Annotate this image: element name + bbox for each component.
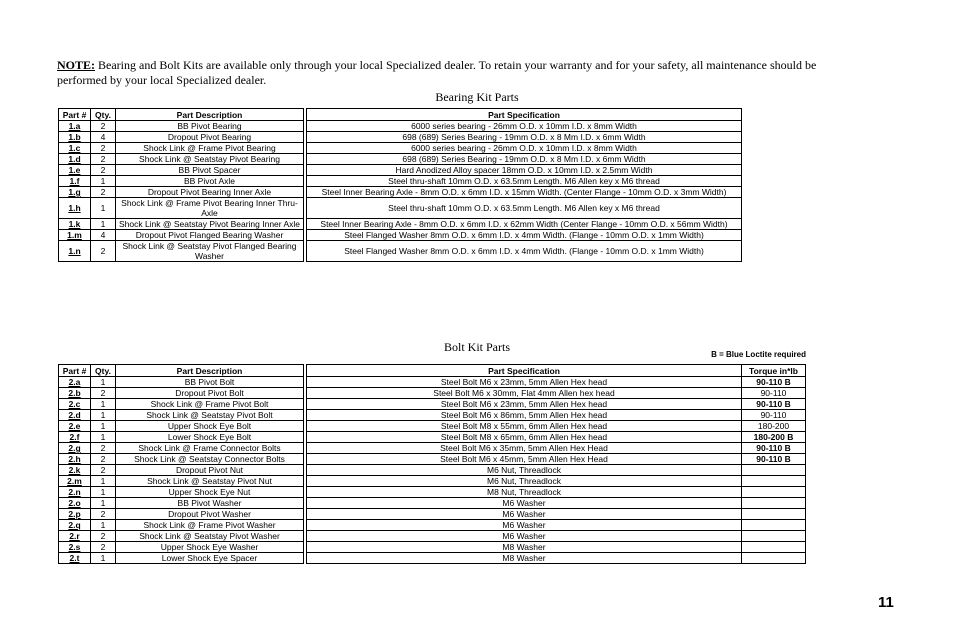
torque-value: 180-200 [742,421,806,432]
bearing-row [59,121,742,132]
part-specification: Steel Bolt M6 x 35mm, 5mm Allen Hex Head [307,443,742,454]
bearing-row [59,187,742,198]
quantity: 4 [91,230,116,241]
torque-value [742,531,806,542]
part-number: 1.m [59,230,91,241]
part-number: 2.r [59,531,91,542]
quantity: 1 [91,498,116,509]
part-description: Shock Link @ Seatstay Pivot Bolt [116,410,304,421]
part-specification: 6000 series bearing - 26mm O.D. x 10mm I.D. x 8mm Width [307,143,742,154]
bearing-row [59,230,742,241]
bolt-row [59,509,806,520]
bolt-row [59,476,806,487]
part-specification: M6 Nut, Threadlock [307,476,742,487]
part-description: Lower Shock Eye Bolt [116,432,304,443]
quantity: 1 [91,410,116,421]
quantity: 2 [91,388,116,399]
quantity: 4 [91,132,116,143]
page-number: 11 [878,594,894,611]
part-description: BB Pivot Bolt [116,377,304,388]
maintenance-note [57,58,817,88]
part-description: Upper Shock Eye Bolt [116,421,304,432]
part-number: 2.b [59,388,91,399]
part-number: 1.a [59,121,91,132]
part-description: Shock Link @ Seatstay Pivot Bearing [116,154,304,165]
part-specification: 698 (689) Series Bearing - 19mm O.D. x 8 Mm I.D. x 6mm Width [307,132,742,143]
part-description: Dropout Pivot Bearing Inner Axle [116,187,304,198]
part-number: 1.e [59,165,91,176]
part-description: Shock Link @ Seatstay Pivot Nut [116,476,304,487]
quantity: 1 [91,520,116,531]
header-part-description: Part Description [116,365,304,377]
part-description: Dropout Pivot Bearing [116,132,304,143]
quantity: 2 [91,121,116,132]
bolt-row [59,443,806,454]
header-part-number: Part # [59,109,91,121]
header-torque: Torque in*lb [742,365,806,377]
part-number: 2.t [59,553,91,564]
part-description: Shock Link @ Seatstay Pivot Bearing Inner Axle [116,219,304,230]
header-part-specification: Part Specification [307,109,742,121]
quantity: 1 [91,553,116,564]
torque-value [742,487,806,498]
quantity: 1 [91,432,116,443]
bearing-row [59,132,742,143]
bearing-header-row [59,109,742,121]
part-number: 2.m [59,476,91,487]
quantity: 1 [91,421,116,432]
part-number: 1.n [59,241,91,262]
torque-value: 90-110 B [742,454,806,465]
bearing-row [59,165,742,176]
bolt-row [59,410,806,421]
bolt-row [59,421,806,432]
part-specification: M6 Washer [307,509,742,520]
quantity: 2 [91,542,116,553]
part-specification: Steel thru-shaft 10mm O.D. x 63.5mm Length. M6 Allen key x M6 thread [307,176,742,187]
bolt-kit-table [58,364,806,564]
part-description: Dropout Pivot Nut [116,465,304,476]
torque-value: 90-110 [742,388,806,399]
part-description: BB Pivot Washer [116,498,304,509]
bolt-row [59,542,806,553]
bearing-row [59,241,742,262]
part-number: 2.f [59,432,91,443]
quantity: 1 [91,377,116,388]
bolt-kit-title: Bolt Kit Parts [443,340,510,354]
bolt-row [59,520,806,531]
part-specification: Steel Bolt M6 x 23mm, 5mm Allen Hex head [307,399,742,410]
torque-value [742,553,806,564]
torque-value: 90-110 B [742,377,806,388]
part-specification: Steel Bolt M6 x 86mm, 5mm Allen Hex head [307,410,742,421]
part-specification: Steel Bolt M8 x 55mm, 6mm Allen Hex head [307,421,742,432]
note-text: Bearing and Bolt Kits are available only through your local Specialized dealer. To retain your warranty and for your safety, all maintenance should be performed by your local Specialized dealer. [57,58,817,87]
quantity: 2 [91,165,116,176]
part-specification: Steel thru-shaft 10mm O.D. x 63.5mm Length. M6 Allen key x M6 thread [307,198,742,219]
part-number: 2.s [59,542,91,553]
part-specification: Steel Bolt M6 x 23mm, 5mm Allen Hex head [307,377,742,388]
part-description: Shock Link @ Seatstay Pivot Washer [116,531,304,542]
quantity: 1 [91,198,116,219]
part-number: 2.q [59,520,91,531]
part-specification: M6 Washer [307,531,742,542]
part-specification: M8 Washer [307,553,742,564]
part-number: 2.n [59,487,91,498]
part-number: 1.h [59,198,91,219]
part-specification: Steel Inner Bearing Axle - 8mm O.D. x 6mm I.D. x 15mm Width. (Center Flange - 10mm O.D. x 3mm Width) [307,187,742,198]
quantity: 2 [91,143,116,154]
quantity: 2 [91,531,116,542]
bearing-row [59,176,742,187]
part-number: 1.f [59,176,91,187]
part-number: 2.k [59,465,91,476]
bolt-row [59,465,806,476]
loctite-legend: B = Blue Loctite required [711,350,806,359]
part-number: 2.p [59,509,91,520]
part-description: Dropout Pivot Washer [116,509,304,520]
part-description: Upper Shock Eye Nut [116,487,304,498]
quantity: 1 [91,399,116,410]
quantity: 2 [91,443,116,454]
part-specification: M8 Nut, Threadlock [307,487,742,498]
torque-value: 90-110 [742,410,806,421]
part-description: BB Pivot Axle [116,176,304,187]
torque-value [742,509,806,520]
bolt-header-row [59,365,806,377]
bolt-row [59,553,806,564]
quantity: 1 [91,476,116,487]
part-description: BB Pivot Bearing [116,121,304,132]
part-number: 2.h [59,454,91,465]
torque-value [742,465,806,476]
quantity: 2 [91,187,116,198]
part-number: 2.g [59,443,91,454]
bearing-row [59,198,742,219]
part-number: 2.o [59,498,91,509]
bolt-row [59,432,806,443]
torque-value [742,542,806,553]
part-description: Shock Link @ Frame Connector Bolts [116,443,304,454]
part-number: 1.k [59,219,91,230]
part-number: 2.d [59,410,91,421]
part-specification: Hard Anodized Alloy spacer 18mm O.D. x 10mm I.D. x 2.5mm Width [307,165,742,176]
part-specification: Steel Bolt M6 x 30mm, Flat 4mm Allen hex head [307,388,742,399]
bolt-row [59,531,806,542]
quantity: 1 [91,487,116,498]
part-number: 2.c [59,399,91,410]
part-specification: Steel Inner Bearing Axle - 8mm O.D. x 6mm I.D. x 62mm Width (Center Flange - 10mm O.D. x 56mm Width) [307,219,742,230]
bearing-kit-title: Bearing Kit Parts [435,90,519,104]
torque-value: 90-110 B [742,399,806,410]
bearing-row [59,143,742,154]
header-part-number: Part # [59,365,91,377]
part-description: Dropout Pivot Bolt [116,388,304,399]
bolt-row [59,388,806,399]
torque-value [742,520,806,531]
quantity: 2 [91,454,116,465]
part-specification: Steel Flanged Washer 8mm O.D. x 6mm I.D. x 4mm Width. (Flange - 10mm O.D. x 1mm Width) [307,241,742,262]
bolt-row [59,377,806,388]
part-description: Shock Link @ Frame Pivot Bearing [116,143,304,154]
part-specification: 698 (689) Series Bearing - 19mm O.D. x 8 Mm I.D. x 6mm Width [307,154,742,165]
part-description: BB Pivot Spacer [116,165,304,176]
header-part-specification: Part Specification [307,365,742,377]
part-specification: M6 Nut, Threadlock [307,465,742,476]
part-number: 1.g [59,187,91,198]
part-specification: Steel Bolt M6 x 45mm, 5mm Allen Hex Head [307,454,742,465]
quantity: 2 [91,154,116,165]
torque-value: 180-200 B [742,432,806,443]
bearing-kit-table [58,108,742,262]
quantity: 2 [91,465,116,476]
part-description: Shock Link @ Frame Pivot Washer [116,520,304,531]
torque-value: 90-110 B [742,443,806,454]
header-qty: Qty. [91,365,116,377]
quantity: 1 [91,219,116,230]
part-specification: M6 Washer [307,498,742,509]
bolt-row [59,487,806,498]
part-number: 1.d [59,154,91,165]
bolt-row [59,454,806,465]
part-specification: 6000 series bearing - 26mm O.D. x 10mm I.D. x 8mm Width [307,121,742,132]
part-specification: M6 Washer [307,520,742,531]
part-number: 2.a [59,377,91,388]
bearing-row [59,154,742,165]
bolt-row [59,498,806,509]
torque-value [742,476,806,487]
part-description: Shock Link @ Seatstay Pivot Flanged Bearing Washer [116,241,304,262]
part-description: Shock Link @ Frame Pivot Bearing Inner Thru-Axle [116,198,304,219]
part-description: Dropout Pivot Flanged Bearing Washer [116,230,304,241]
bolt-row [59,399,806,410]
part-description: Shock Link @ Seatstay Connector Bolts [116,454,304,465]
bearing-row [59,219,742,230]
header-qty: Qty. [91,109,116,121]
part-description: Shock Link @ Frame Pivot Bolt [116,399,304,410]
quantity: 2 [91,509,116,520]
part-specification: Steel Bolt M8 x 65mm, 6mm Allen Hex head [307,432,742,443]
part-description: Lower Shock Eye Spacer [116,553,304,564]
header-part-description: Part Description [116,109,304,121]
quantity: 2 [91,241,116,262]
part-specification: Steel Flanged Washer 8mm O.D. x 6mm I.D. x 4mm Width. (Flange - 10mm O.D. x 1mm Width) [307,230,742,241]
quantity: 1 [91,176,116,187]
torque-value [742,498,806,509]
part-number: 1.c [59,143,91,154]
part-description: Upper Shock Eye Washer [116,542,304,553]
part-number: 1.b [59,132,91,143]
note-label: NOTE: [57,58,96,72]
part-specification: M8 Washer [307,542,742,553]
part-number: 2.e [59,421,91,432]
